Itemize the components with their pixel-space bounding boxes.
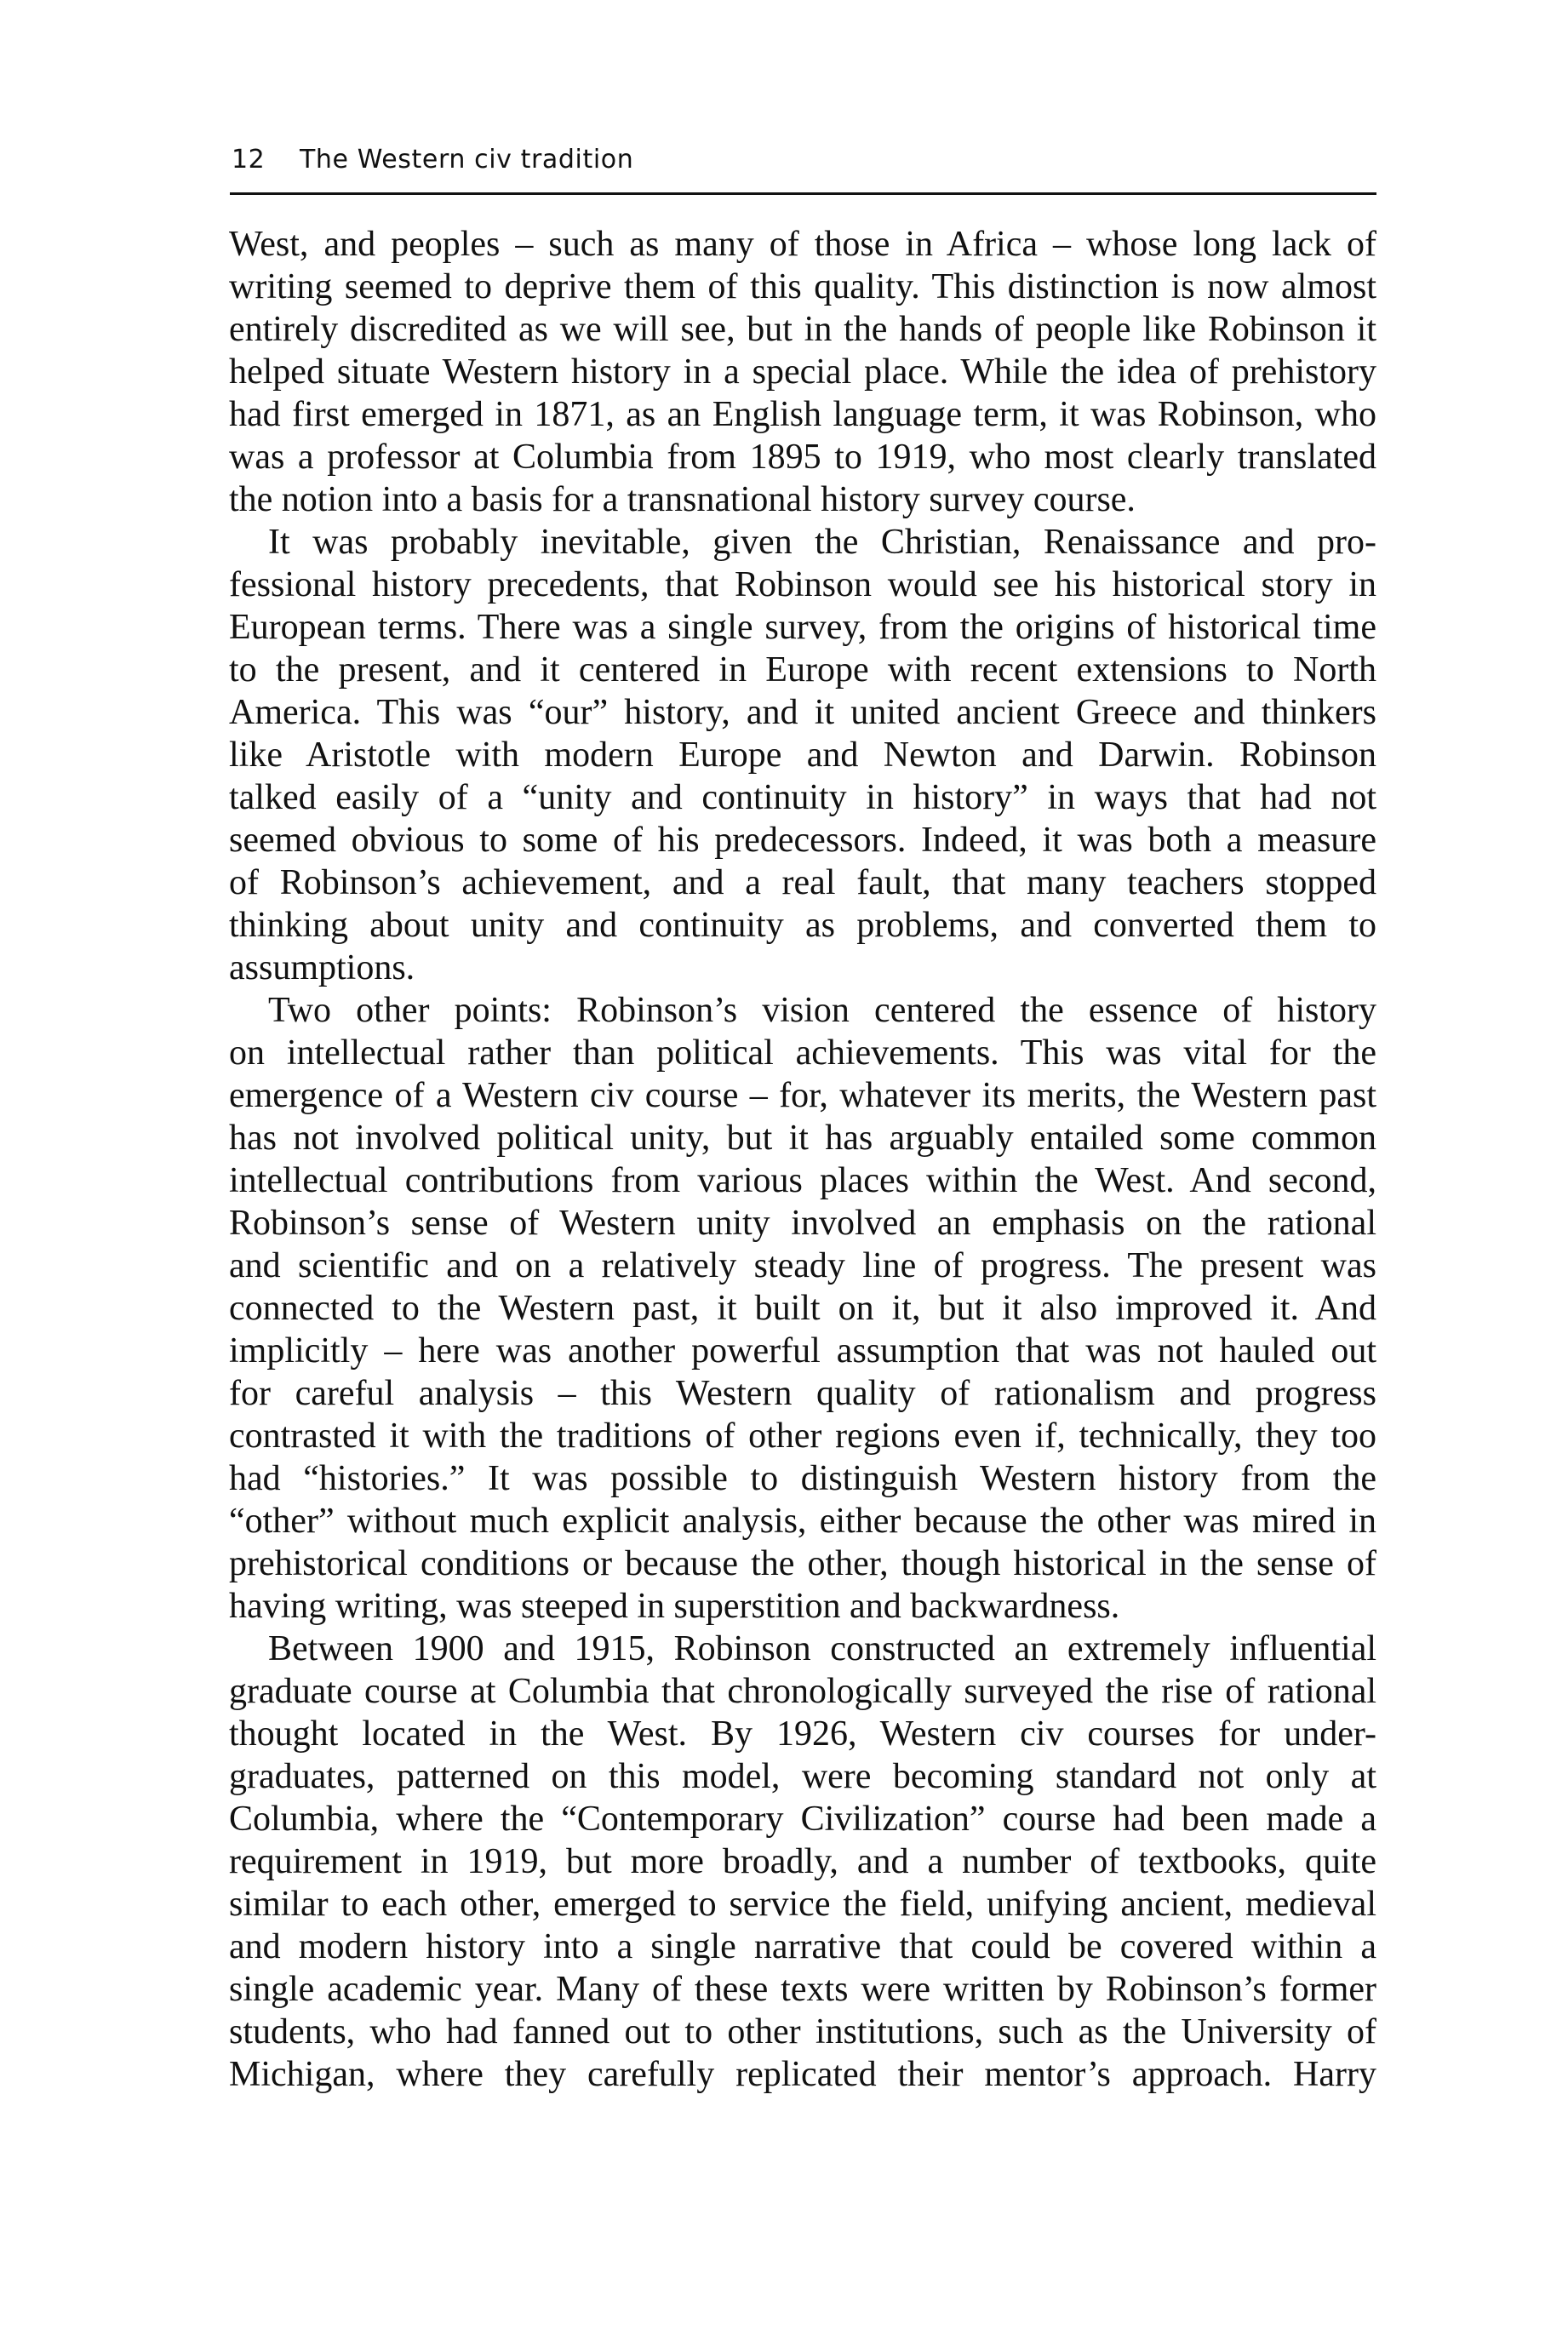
text-line: the notion into a basis for a transnational history survey course.: [229, 480, 1136, 519]
text-line: graduates, patterned on this model, were becoming standard not only at: [229, 1757, 1376, 1796]
text-line: entirely discredited as we will see, but in the hands of people like Robinson it: [229, 310, 1376, 349]
text-line: single academic year. Many of these texts were written by Robinson’s former: [229, 1970, 1376, 2009]
text-line: fessional history precedents, that Robinson would see his historical story in: [229, 565, 1376, 604]
text-line: Between 1900 and 1915, Robinson constructed an extremely influential: [268, 1629, 1376, 1668]
text-line: connected to the Western past, it built on it, but it also improved it. And: [229, 1289, 1376, 1328]
text-line: was a professor at Columbia from 1895 to 1919, who most clearly translated: [229, 438, 1376, 477]
paragraph-3: [229, 989, 1376, 1628]
text-line: intellectual contributions from various places within the West. And second,: [229, 1161, 1376, 1200]
text-line: It was probably inevitable, given the Christian, Renaissance and pro-: [268, 523, 1376, 562]
text-line: had first emerged in 1871, as an English language term, it was Robinson, who: [229, 395, 1376, 434]
text-line: assumptions.: [229, 948, 415, 987]
text-line: to the present, and it centered in Europe with recent extensions to North: [229, 650, 1376, 690]
text-line: contrasted it with the traditions of other regions even if, technically, they too: [229, 1416, 1376, 1456]
text-line: America. This was “our” history, and it united ancient Greece and thinkers: [229, 693, 1376, 732]
body-text: [229, 223, 1376, 2096]
text-line: had “histories.” It was possible to distinguish Western history from the: [229, 1459, 1376, 1498]
text-line: talked easily of a “unity and continuity in history” in ways that had not: [229, 778, 1376, 817]
paragraph-1: [229, 223, 1376, 521]
paragraph-2: [229, 521, 1376, 989]
text-line: of Robinson’s achievement, and a real fault, that many teachers stopped: [229, 863, 1376, 902]
running-head-title: The Western civ tradition: [300, 145, 634, 175]
text-line: helped situate Western history in a special place. While the idea of prehistory: [229, 352, 1376, 392]
text-line: West, and peoples – such as many of those in Africa – whose long lack of: [229, 225, 1376, 264]
page-number: 12: [232, 145, 266, 175]
text-line: thinking about unity and continuity as problems, and converted them to: [229, 906, 1376, 945]
text-line: European terms. There was a single survey, from the origins of historical time: [229, 608, 1376, 647]
text-line: seemed obvious to some of his predecessors. Indeed, it was both a measure: [229, 821, 1376, 860]
text-line: “other” without much explicit analysis, either because the other was mired in: [229, 1502, 1376, 1541]
text-line: writing seemed to deprive them of this quality. This distinction is now almost: [229, 267, 1376, 306]
text-line: Two other points: Robinson’s vision centered the essence of history: [268, 991, 1376, 1030]
text-line: on intellectual rather than political achievements. This was vital for the: [229, 1033, 1376, 1073]
paragraph-4: [229, 1628, 1376, 2096]
text-line: prehistorical conditions or because the other, though historical in the sense of: [229, 1544, 1376, 1583]
header-rule: [230, 192, 1376, 195]
text-line: graduate course at Columbia that chronologically surveyed the rise of rational: [229, 1672, 1376, 1711]
text-line: requirement in 1919, but more broadly, and a number of textbooks, quite: [229, 1842, 1376, 1881]
text-line: emergence of a Western civ course – for, whatever its merits, the Western past: [229, 1076, 1376, 1115]
text-line: having writing, was steeped in superstition and backwardness.: [229, 1587, 1120, 1626]
text-line: Michigan, where they carefully replicated their mentor’s approach. Harry: [229, 2055, 1376, 2094]
text-line: for careful analysis – this Western quality of rationalism and progress: [229, 1374, 1376, 1413]
text-line: and scientific and on a relatively steady line of progress. The present was: [229, 1246, 1376, 1285]
text-line: has not involved political unity, but it has arguably entailed some common: [229, 1119, 1376, 1158]
text-line: thought located in the West. By 1926, Western civ courses for under-: [229, 1714, 1376, 1754]
running-head: [232, 145, 633, 179]
text-line: similar to each other, emerged to service the field, unifying ancient, medieval: [229, 1885, 1376, 1924]
text-line: like Aristotle with modern Europe and Newton and Darwin. Robinson: [229, 735, 1376, 775]
text-line: Robinson’s sense of Western unity involved an emphasis on the rational: [229, 1204, 1376, 1243]
text-line: Columbia, where the “Contemporary Civilization” course had been made a: [229, 1800, 1376, 1839]
text-line: and modern history into a single narrative that could be covered within a: [229, 1927, 1376, 1966]
text-line: implicitly – here was another powerful assumption that was not hauled out: [229, 1331, 1376, 1371]
text-line: students, who had fanned out to other institutions, such as the University of: [229, 2012, 1376, 2052]
